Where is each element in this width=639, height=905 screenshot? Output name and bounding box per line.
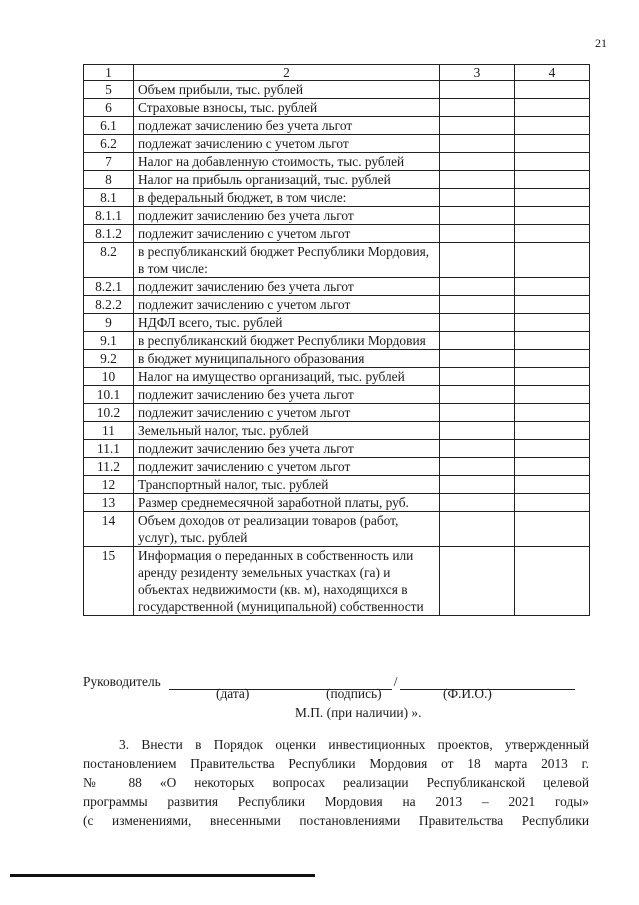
- bottom-rule: [10, 874, 315, 877]
- row-number: 8.1: [84, 189, 134, 207]
- signature-block: [83, 672, 589, 720]
- table-row: [84, 278, 590, 296]
- row-number: 14: [84, 512, 134, 547]
- signature-label: Руководитель: [83, 674, 161, 689]
- row-value-4: [515, 135, 590, 153]
- row-indicator: подлежит зачислению с учетом льгот: [134, 404, 440, 422]
- paragraph-line: № 88 «О некоторых вопросах реализации Республиканской целевой: [83, 775, 589, 790]
- row-indicator: Объем прибыли, тыс. рублей: [134, 81, 440, 99]
- indicators-table: [83, 64, 590, 616]
- table-header-row: [84, 65, 590, 81]
- paragraph-line: постановлением Правительства Республики Мордовия от 18 марта 2013 г.: [83, 756, 589, 771]
- table-row: [84, 296, 590, 314]
- paragraph-line: (с изменениями, внесенными постановлениями Правительства Республики: [83, 813, 589, 828]
- row-value-4: [515, 494, 590, 512]
- row-value-4: [515, 332, 590, 350]
- row-value-3: [440, 81, 515, 99]
- row-value-4: [515, 99, 590, 117]
- row-number: 6.1: [84, 117, 134, 135]
- row-number: 6.2: [84, 135, 134, 153]
- row-value-3: [440, 404, 515, 422]
- row-indicator: подлежат зачислению без учета льгот: [134, 117, 440, 135]
- row-value-3: [440, 386, 515, 404]
- row-indicator: Транспортный налог, тыс. рублей: [134, 476, 440, 494]
- row-value-4: [515, 350, 590, 368]
- row-value-4: [515, 512, 590, 547]
- row-indicator: в бюджет муниципального образования: [134, 350, 440, 368]
- row-value-3: [440, 225, 515, 243]
- row-indicator: Налог на имущество организаций, тыс. рублей: [134, 368, 440, 386]
- row-indicator: подлежит зачислению с учетом льгот: [134, 458, 440, 476]
- row-value-3: [440, 296, 515, 314]
- row-value-3: [440, 440, 515, 458]
- row-value-3: [440, 153, 515, 171]
- table-row: [84, 153, 590, 171]
- table-row: [84, 404, 590, 422]
- table-row: [84, 117, 590, 135]
- paragraph-line: 3. Внести в Порядок оценки инвестиционных проектов, утвержденный: [119, 737, 589, 752]
- table-row: [84, 458, 590, 476]
- row-number: 11.2: [84, 458, 134, 476]
- row-indicator: подлежит зачислению без учета льгот: [134, 440, 440, 458]
- row-value-4: [515, 476, 590, 494]
- row-indicator: подлежит зачислению без учета льгот: [134, 207, 440, 225]
- row-value-3: [440, 494, 515, 512]
- row-indicator: в федеральный бюджет, в том числе:: [134, 189, 440, 207]
- row-indicator: в республиканский бюджет Республики Мордовия, в том числе:: [134, 243, 440, 278]
- row-value-3: [440, 135, 515, 153]
- table-row: [84, 476, 590, 494]
- row-value-3: [440, 117, 515, 135]
- table-row: [84, 225, 590, 243]
- caption-signature: (подпись): [326, 686, 382, 701]
- table-row: [84, 171, 590, 189]
- row-number: 6: [84, 99, 134, 117]
- row-value-3: [440, 207, 515, 225]
- row-value-3: [440, 422, 515, 440]
- table-row: [84, 422, 590, 440]
- header-col-1: 1: [84, 65, 134, 81]
- row-value-3: [440, 314, 515, 332]
- row-value-3: [440, 171, 515, 189]
- row-number: 13: [84, 494, 134, 512]
- table-row: [84, 512, 590, 547]
- row-indicator: Информация о переданных в собственность или аренду резиденту земельных участках (га) и объектах недвижимости (кв. м), находящихся в государственной (муниципальной) собственности: [134, 547, 440, 616]
- header-col-3: 3: [440, 65, 515, 81]
- row-number: 11: [84, 422, 134, 440]
- row-value-4: [515, 171, 590, 189]
- stamp-note: М.П. (при наличии) ».: [295, 705, 422, 720]
- row-value-3: [440, 368, 515, 386]
- row-value-4: [515, 278, 590, 296]
- row-number: 8.2: [84, 243, 134, 278]
- table-row: [84, 386, 590, 404]
- row-indicator: Налог на добавленную стоимость, тыс. рублей: [134, 153, 440, 171]
- row-value-3: [440, 332, 515, 350]
- row-number: 10.1: [84, 386, 134, 404]
- row-indicator: Страховые взносы, тыс. рублей: [134, 99, 440, 117]
- row-number: 8.2.1: [84, 278, 134, 296]
- row-value-4: [515, 422, 590, 440]
- row-indicator: подлежат зачислению с учетом льгот: [134, 135, 440, 153]
- row-number: 7: [84, 153, 134, 171]
- paragraph-line: программы развития Республики Мордовия на 2013 – 2021 годы»: [83, 794, 589, 809]
- row-value-4: [515, 547, 590, 616]
- row-value-3: [440, 547, 515, 616]
- table-row: [84, 243, 590, 278]
- page-number: 21: [595, 36, 607, 50]
- header-col-2: 2: [134, 65, 440, 81]
- table-row: [84, 207, 590, 225]
- row-value-3: [440, 243, 515, 278]
- row-value-4: [515, 243, 590, 278]
- row-value-4: [515, 225, 590, 243]
- row-value-4: [515, 314, 590, 332]
- row-value-3: [440, 476, 515, 494]
- row-value-4: [515, 207, 590, 225]
- row-number: 15: [84, 547, 134, 616]
- row-number: 8.2.2: [84, 296, 134, 314]
- row-value-4: [515, 404, 590, 422]
- row-value-4: [515, 153, 590, 171]
- row-indicator: Размер среднемесячной заработной платы, руб.: [134, 494, 440, 512]
- row-value-4: [515, 189, 590, 207]
- row-number: 8.1.2: [84, 225, 134, 243]
- caption-date: (дата): [216, 686, 250, 701]
- row-indicator: Налог на прибыль организаций, тыс. рублей: [134, 171, 440, 189]
- row-value-4: [515, 386, 590, 404]
- row-value-3: [440, 458, 515, 476]
- row-number: 12: [84, 476, 134, 494]
- row-indicator: Объем доходов от реализации товаров (работ, услуг), тыс. рублей: [134, 512, 440, 547]
- row-indicator: подлежит зачислению с учетом льгот: [134, 296, 440, 314]
- row-number: 9.2: [84, 350, 134, 368]
- table-row: [84, 314, 590, 332]
- table-row: [84, 135, 590, 153]
- row-indicator: подлежит зачислению без учета льгот: [134, 278, 440, 296]
- row-value-3: [440, 189, 515, 207]
- row-value-3: [440, 350, 515, 368]
- table-row: [84, 440, 590, 458]
- row-number: 5: [84, 81, 134, 99]
- table-row: [84, 189, 590, 207]
- table-row: [84, 99, 590, 117]
- amendment-paragraph: [83, 735, 589, 830]
- row-value-4: [515, 296, 590, 314]
- row-number: 11.1: [84, 440, 134, 458]
- row-value-4: [515, 117, 590, 135]
- header-col-4: 4: [515, 65, 590, 81]
- table-row: [84, 332, 590, 350]
- table-row: [84, 494, 590, 512]
- caption-full-name: (Ф.И.О.): [443, 686, 492, 701]
- row-indicator: Земельный налог, тыс. рублей: [134, 422, 440, 440]
- row-indicator: подлежит зачислению с учетом льгот: [134, 225, 440, 243]
- row-number: 8: [84, 171, 134, 189]
- row-indicator: в республиканский бюджет Республики Мордовия: [134, 332, 440, 350]
- row-value-3: [440, 278, 515, 296]
- table-row: [84, 368, 590, 386]
- signature-slash: /: [393, 674, 398, 689]
- row-number: 10: [84, 368, 134, 386]
- row-number: 9: [84, 314, 134, 332]
- row-value-4: [515, 368, 590, 386]
- row-value-4: [515, 81, 590, 99]
- table-row: [84, 81, 590, 99]
- table-row: [84, 547, 590, 616]
- row-number: 10.2: [84, 404, 134, 422]
- table-row: [84, 350, 590, 368]
- row-number: 9.1: [84, 332, 134, 350]
- row-value-3: [440, 512, 515, 547]
- row-value-3: [440, 99, 515, 117]
- row-number: 8.1.1: [84, 207, 134, 225]
- row-indicator: НДФЛ всего, тыс. рублей: [134, 314, 440, 332]
- row-value-4: [515, 458, 590, 476]
- row-indicator: подлежит зачислению без учета льгот: [134, 386, 440, 404]
- row-value-4: [515, 440, 590, 458]
